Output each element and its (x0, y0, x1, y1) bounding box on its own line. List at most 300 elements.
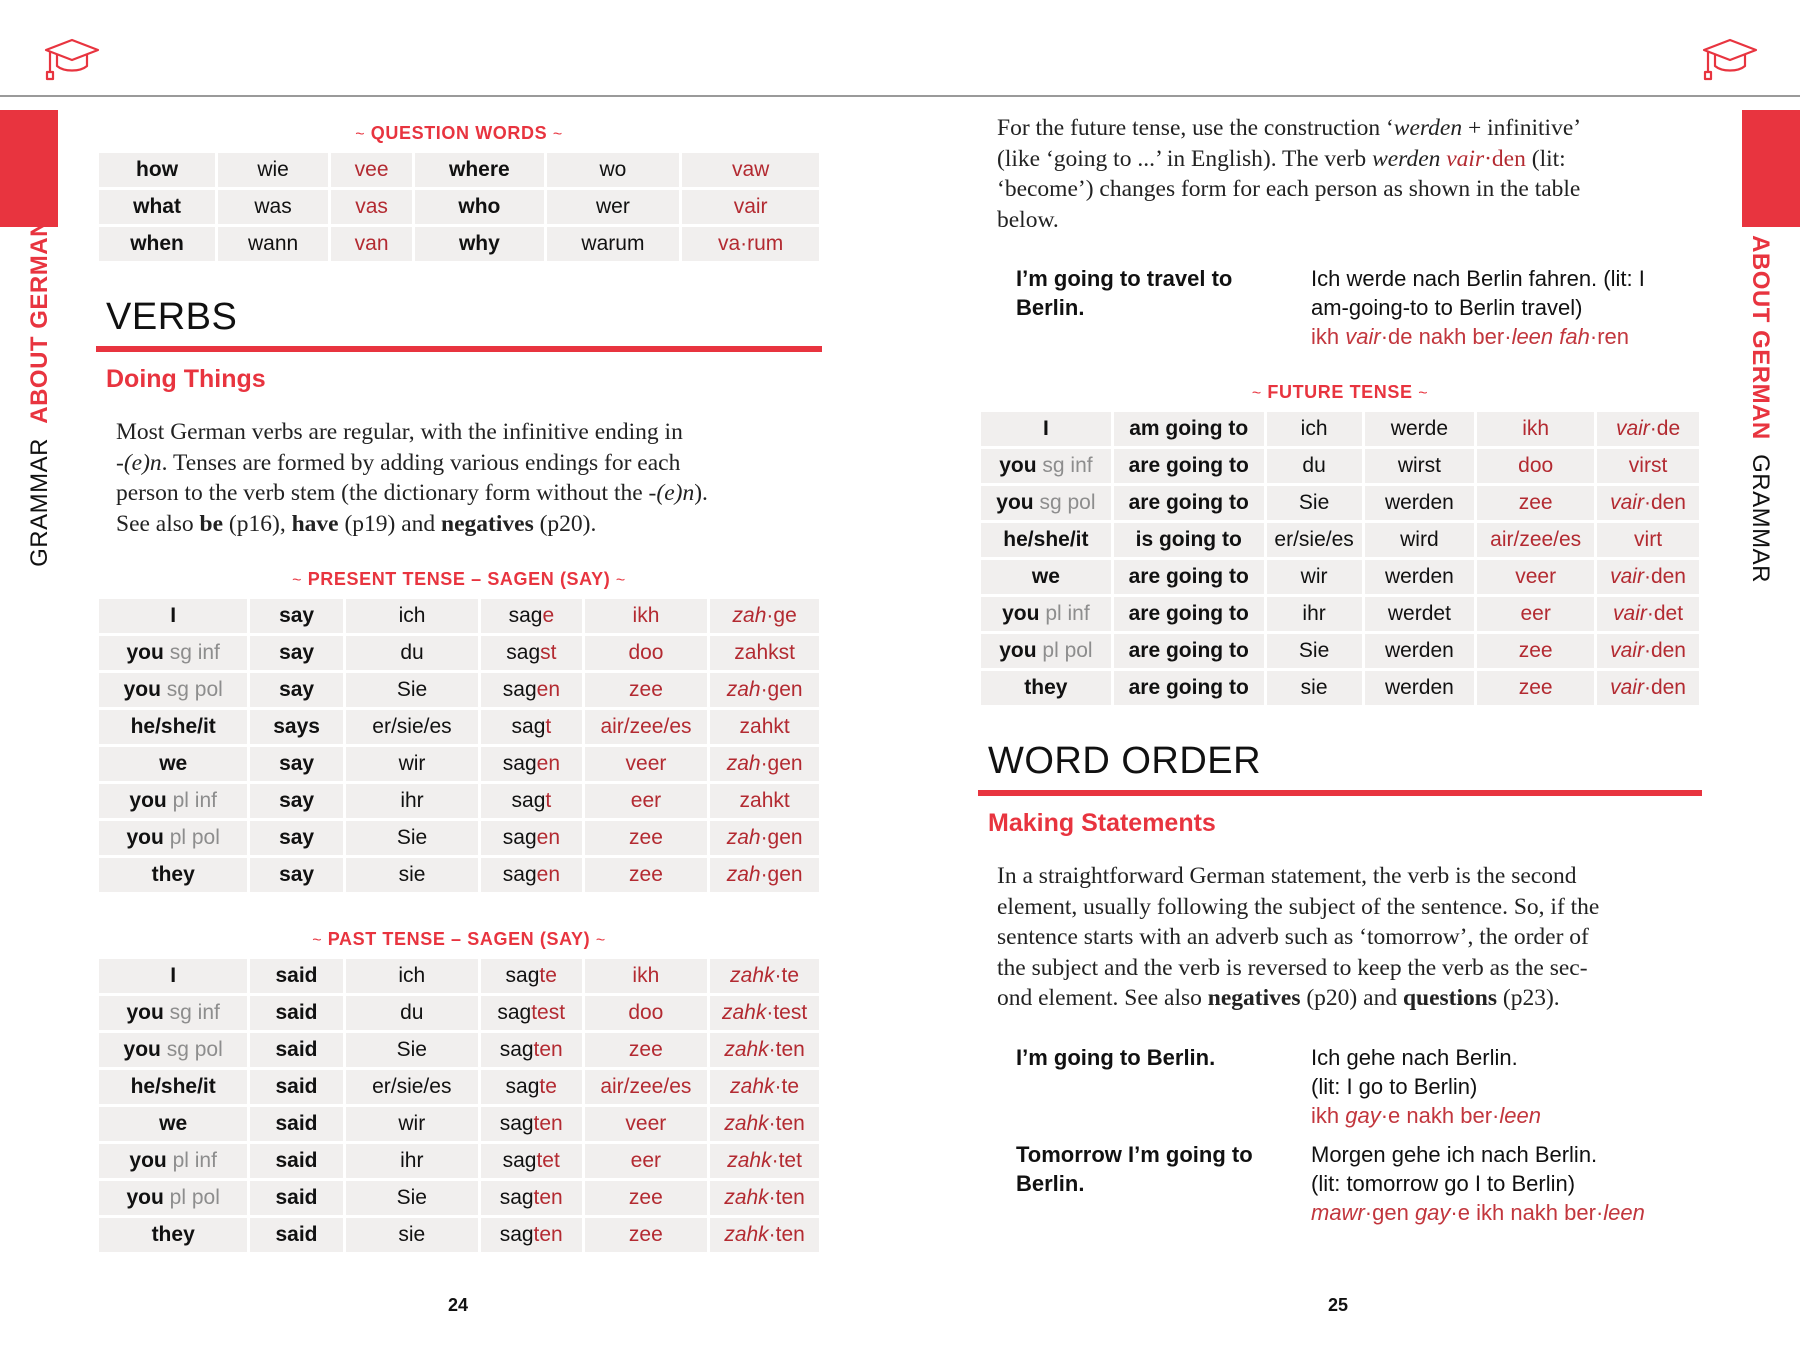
pronoun-text: you (129, 789, 167, 812)
cross-ref-have[interactable]: have (291, 510, 339, 537)
table-row (99, 636, 819, 670)
pronoun-pron (1477, 486, 1594, 520)
pronoun-text: we (159, 752, 188, 775)
cell-text: ·gen (760, 678, 803, 701)
table-row (99, 784, 819, 818)
pronoun-en (99, 1033, 247, 1067)
past-tense-table (96, 956, 822, 1255)
verb-en (250, 636, 342, 670)
text: (p23). (1497, 985, 1560, 1011)
verb-de (481, 996, 582, 1030)
example-english: Tomorrow I’m going to Berlin. (1016, 1142, 1253, 1196)
pronoun-de (346, 1181, 478, 1215)
table-row (99, 747, 819, 781)
pronoun-en (99, 821, 247, 855)
example-german-line: (lit: I go to Berlin) (1311, 1074, 1478, 1099)
cell-text: sie (398, 1223, 426, 1246)
question-words-title-text: QUESTION WORDS (370, 123, 548, 143)
verb-en (250, 599, 342, 633)
pronoun-de (1267, 486, 1362, 520)
question-pron (682, 153, 819, 187)
cell-text: wer (596, 195, 630, 218)
verb-pron (710, 1033, 819, 1067)
text: ·de nakh ber· (1380, 324, 1512, 349)
verb-ending: en (536, 678, 560, 701)
verb-en (1114, 634, 1264, 668)
verb-pron (1597, 597, 1699, 631)
cell-text: ihr (400, 1149, 424, 1172)
cell-text: eer (1520, 602, 1551, 625)
cell-text: doo (628, 641, 664, 664)
cell-text: are going to (1128, 491, 1249, 514)
cell-text: werde (1390, 417, 1448, 440)
table-row (981, 486, 1699, 520)
past-tense-title: ~ PAST TENSE – SAGEN (SAY) ~ (312, 929, 606, 949)
pronoun-text: I (170, 964, 177, 987)
table-row (99, 1033, 819, 1067)
pronoun-de (1267, 412, 1362, 446)
cell-text: ·den (1643, 565, 1686, 588)
present-tense-title: ~ PRESENT TENSE – SAGEN (SAY) ~ (292, 569, 626, 589)
cell-text: zee (629, 826, 663, 849)
text: (p16), (223, 510, 292, 537)
pronoun-pron (585, 996, 708, 1030)
pronoun-text: you (123, 678, 161, 701)
example-german (1311, 1140, 1711, 1227)
table-row (981, 597, 1699, 631)
verbs-paragraph (116, 417, 836, 539)
pronoun-qualifier: pl pol (169, 826, 220, 849)
verb-stem: sag (502, 1149, 537, 1172)
cell-text: wir (1300, 565, 1328, 588)
cell-text: air/zee/es (600, 1075, 692, 1098)
verb-ending: en (536, 826, 560, 849)
question-en (415, 227, 544, 261)
text: ). (694, 480, 708, 506)
pronoun-en (981, 597, 1111, 631)
cell-text: werden (1384, 565, 1454, 588)
verb-ending: t (545, 715, 552, 738)
pronoun-en (99, 996, 247, 1030)
pronoun-qualifier: pl inf (1045, 602, 1090, 625)
cell-text: what (133, 195, 181, 218)
verb-ending: t (545, 789, 552, 812)
verb-de (1365, 560, 1475, 594)
pronoun-de (346, 1144, 478, 1178)
verb-en (250, 710, 342, 744)
verb-pron (710, 959, 819, 993)
future-tense-title-text: FUTURE TENSE (1267, 382, 1413, 402)
pronoun-en (981, 449, 1111, 483)
cell-text: va·rum (717, 232, 784, 255)
table-row (981, 560, 1699, 594)
cell-text: Sie (396, 1038, 427, 1061)
pronoun-de (1267, 449, 1362, 483)
table-row (981, 634, 1699, 668)
table-row (99, 1218, 819, 1252)
cross-ref-negatives[interactable]: negatives (441, 510, 534, 537)
word-order-subheading: Making Statements (988, 809, 1216, 837)
cell-text: ·ge (766, 604, 797, 627)
cell-text: said (275, 1001, 318, 1024)
verb-de (481, 821, 581, 855)
example-german (1311, 264, 1711, 351)
cell-text: say (279, 863, 315, 886)
pronoun-de (346, 821, 478, 855)
pronoun-pron (585, 1033, 708, 1067)
pronoun-de (346, 996, 478, 1030)
verb-en (250, 821, 342, 855)
verb-stem: sag (505, 1075, 540, 1098)
cell-text: wo (599, 158, 627, 181)
cell-text: is going to (1135, 528, 1242, 551)
page-number-left: 24 (448, 1295, 469, 1315)
pronoun-pron (585, 784, 708, 818)
text: + infinitive’ (1462, 115, 1582, 141)
pronoun-text: I (170, 604, 177, 627)
pronoun-en (99, 636, 247, 670)
text: (p20). (533, 510, 597, 537)
stress: zahk (730, 1075, 775, 1098)
future-tense-title: ~ FUTURE TENSE ~ (1251, 382, 1429, 402)
verb-stem: sag (499, 1038, 534, 1061)
pronoun-en (99, 747, 247, 781)
cell-text: ·te (774, 964, 800, 987)
pronoun-en (981, 634, 1111, 668)
cell-text: ich (398, 964, 426, 987)
verb-stem: sag (506, 641, 541, 664)
table-row (99, 1181, 819, 1215)
side-tab-grammar: GRAMMAR (26, 438, 53, 567)
verb-pron (710, 996, 819, 1030)
verb-de (481, 1181, 582, 1215)
verb-en (250, 1218, 342, 1252)
pronoun-en (99, 599, 247, 633)
pronoun-de (1267, 634, 1362, 668)
verbs-subheading: Doing Things (106, 365, 266, 393)
word-order-line (997, 983, 1717, 1014)
verb-de (1365, 412, 1475, 446)
future-intro-line: ‘become’) changes form for each person as shown in the table (997, 176, 1581, 202)
table-row (99, 996, 819, 1030)
verb-ending: e (542, 604, 555, 627)
example-german-line: Ich werde nach Berlin fahren. (lit: I (1311, 266, 1645, 291)
pronoun-pron (585, 1107, 708, 1141)
pronoun-pron (1477, 412, 1594, 446)
suffix-term: -(e)n (116, 449, 162, 476)
pronoun-text: they (151, 863, 195, 886)
pronoun-pron (585, 636, 708, 670)
verbs-paragraph-line (116, 478, 836, 509)
question-words-title: ~ QUESTION WORDS ~ (355, 123, 563, 143)
verb-de (481, 1070, 582, 1104)
cross-ref-negatives[interactable]: negatives (1207, 985, 1301, 1011)
verb-en (1114, 412, 1264, 446)
cell-text: say (279, 678, 315, 701)
pronoun-de (346, 710, 478, 744)
verb-stem: sag (497, 1001, 532, 1024)
cell-text: doo (628, 1001, 664, 1024)
pronoun-pron (1477, 671, 1594, 705)
stress: zahk (730, 964, 775, 987)
stress: vair (1610, 565, 1644, 588)
pronoun-text: they (151, 1223, 195, 1246)
cell-text: wie (257, 158, 289, 181)
cell-text: sie (398, 863, 426, 886)
stress: leen (1511, 324, 1554, 349)
verb-stem: sag (499, 1223, 534, 1246)
table-row (99, 190, 819, 224)
pronoun-en (981, 412, 1111, 446)
cell-text: ihr (1302, 602, 1326, 625)
cell-text: when (130, 232, 184, 255)
past-tense-title-text: PAST TENSE – SAGEN (SAY) (327, 929, 591, 949)
verb-ending: st (540, 641, 557, 664)
verb-en (250, 747, 342, 781)
cell-text: wird (1400, 528, 1439, 551)
word-order-heading-rule (978, 790, 1702, 796)
verb-pron (1597, 449, 1699, 483)
cell-text: why (458, 232, 500, 255)
pronoun-de (346, 1218, 478, 1252)
verb-stem: sag (511, 715, 546, 738)
verb-ending: te (539, 964, 557, 987)
table-row (99, 227, 819, 261)
verb-en (250, 1107, 342, 1141)
future-intro-line (997, 113, 1717, 144)
cell-text: zee (1518, 639, 1553, 662)
pronoun-pron (585, 1181, 708, 1215)
pronoun-qualifier: sg pol (1039, 491, 1096, 514)
cell-text: zahkt (739, 789, 790, 812)
table-row (99, 599, 819, 633)
term-werden: werden (1372, 145, 1441, 172)
verb-ending: en (536, 752, 560, 775)
verb-pron (710, 784, 819, 818)
pronoun-text: you (126, 826, 164, 849)
verb-de (481, 1033, 582, 1067)
pronoun-text: you (126, 641, 164, 664)
verb-en (250, 959, 342, 993)
pronoun-text: you (1002, 602, 1040, 625)
cell-text: ·den (1643, 676, 1686, 699)
cell-text: ikh (1522, 417, 1550, 440)
cell-text: say (279, 826, 315, 849)
verb-de (481, 858, 581, 892)
word-order-line: the subject and the verb is reversed to keep the verb as the sec- (997, 954, 1588, 981)
verb-en (1114, 523, 1264, 557)
stress: zah (726, 863, 761, 886)
pronoun-pron (585, 821, 708, 855)
stress: zah (732, 604, 767, 627)
verb-en (1114, 597, 1264, 631)
cell-text: say (279, 604, 315, 627)
table-row (99, 673, 819, 707)
text: ·e nakh ber· (1380, 1103, 1500, 1128)
verb-pron (710, 1181, 819, 1215)
cell-text: ·gen (760, 863, 803, 886)
pronoun-qualifier: pl pol (169, 1186, 220, 1209)
side-tab-about: ABOUT GERMAN (26, 219, 53, 424)
verb-ending: ten (533, 1038, 563, 1061)
suffix-term: -(e)n (648, 480, 695, 506)
cell-text: am going to (1129, 417, 1249, 440)
cell-text: eer (630, 789, 662, 812)
pronoun-en (99, 673, 247, 707)
pronunciation (1446, 146, 1526, 172)
cell-text: wirst (1397, 454, 1441, 477)
cell-text: wann (247, 232, 299, 255)
stress: vair (1610, 676, 1644, 699)
pronoun-en (981, 671, 1111, 705)
verb-de (1365, 523, 1475, 557)
pronoun-de (346, 1107, 478, 1141)
table-row (981, 671, 1699, 705)
pronoun-de (346, 599, 478, 633)
cell-text: where (449, 158, 510, 181)
verb-de (481, 599, 581, 633)
question-de (218, 190, 328, 224)
verb-stem: sag (502, 863, 537, 886)
pronoun-qualifier: sg inf (169, 641, 220, 664)
pronoun-en (99, 784, 247, 818)
cell-text: are going to (1128, 639, 1249, 662)
text: . Tenses are formed by adding various endings for each (161, 449, 681, 476)
cell-text: eer (630, 1149, 662, 1172)
page-right (900, 0, 1800, 1355)
table-row (99, 858, 819, 892)
cell-text: veer (625, 1112, 667, 1135)
pronoun-text: we (159, 1112, 188, 1135)
pronoun-text: we (1031, 565, 1060, 588)
stress: zahk (727, 1149, 772, 1172)
cell-text: wir (398, 752, 426, 775)
cell-text: ihr (400, 789, 424, 812)
cell-text: zee (628, 1223, 663, 1246)
example-german-line: Ich gehe nach Berlin. (1311, 1045, 1518, 1070)
stress: vair (1345, 324, 1381, 349)
stress: zahk (724, 1223, 769, 1246)
pronoun-de (1267, 560, 1362, 594)
verb-pron (710, 1218, 819, 1252)
pronoun-pron (585, 747, 708, 781)
cross-ref-be[interactable]: be (199, 510, 224, 537)
question-en (99, 227, 215, 261)
stress: vair (1446, 145, 1485, 172)
pronoun-text: you (129, 1149, 167, 1172)
text: (lit: (1525, 145, 1566, 172)
cell-text: sie (1300, 676, 1328, 699)
cell-text: werdet (1387, 602, 1451, 625)
question-pron (331, 153, 412, 187)
cell-text: ·ten (768, 1186, 805, 1209)
cell-text: ·test (766, 1001, 808, 1024)
pronoun-en (99, 959, 247, 993)
verb-de (1365, 449, 1475, 483)
question-en (415, 153, 544, 187)
stress: vair (1615, 417, 1650, 440)
future-intro-paragraph (997, 113, 1717, 235)
verb-de (481, 1107, 582, 1141)
pronoun-pron (585, 599, 708, 633)
cell-text: ·ten (768, 1038, 805, 1061)
verb-de (1365, 671, 1475, 705)
pronoun-de (346, 784, 478, 818)
verb-ending: te (539, 1075, 557, 1098)
cell-text: say (279, 752, 315, 775)
cell-text: air/zee/es (1490, 528, 1582, 551)
word-order-line: sentence starts with an adverb such as ‘tomorrow’, the order of (997, 924, 1589, 950)
pronoun-text: you (126, 1186, 164, 1209)
cell-text: was (254, 195, 292, 218)
pronoun-text: you (123, 1038, 161, 1061)
table-row (99, 153, 819, 187)
question-en (99, 190, 215, 224)
verbs-heading: VERBS (106, 296, 238, 338)
word-order-line: element, usually following the subject of the sentence. So, if the (997, 893, 1600, 920)
pronoun-text: you (996, 491, 1034, 514)
pronoun-de (346, 959, 478, 993)
cell-text: vee (354, 158, 389, 181)
cell-text: du (400, 641, 424, 664)
text: ·gen (1364, 1200, 1415, 1225)
verb-pron (1597, 634, 1699, 668)
verb-en (250, 1033, 342, 1067)
example-pronunciation (1311, 1198, 1711, 1227)
cell-text: er/sie/es (372, 1075, 452, 1098)
present-tense-table (96, 596, 822, 895)
pronoun-text: you (999, 639, 1037, 662)
stress: fah (1559, 324, 1590, 349)
term-werden: werden (1393, 115, 1463, 141)
verb-pron (710, 673, 819, 707)
verb-pron (1597, 486, 1699, 520)
stress: mawr (1311, 1200, 1365, 1225)
cell-text: ikh (632, 604, 660, 627)
cross-ref-questions[interactable]: questions (1402, 985, 1497, 1011)
cell-text: said (275, 1149, 318, 1172)
verb-en (250, 784, 342, 818)
text: ·ren (1589, 324, 1629, 349)
cell-text: ich (1300, 417, 1328, 440)
pronoun-pron (585, 673, 708, 707)
verb-de (1365, 634, 1475, 668)
pronoun-en (99, 1218, 247, 1252)
cell-text: ·tet (771, 1149, 802, 1172)
example-english: I’m going to Berlin. (1016, 1045, 1216, 1070)
table-row (981, 412, 1699, 446)
verbs-paragraph-line: Most German verbs are regular, with the infinitive ending in (116, 419, 683, 445)
verb-pron (710, 1070, 819, 1104)
text: ikh (1311, 1103, 1346, 1128)
cell-text: ich (398, 604, 426, 627)
example-german-line: Morgen gehe ich nach Berlin. (1311, 1142, 1598, 1167)
verb-de (481, 959, 582, 993)
example-german (1311, 1043, 1711, 1130)
verb-en (250, 1070, 342, 1104)
cell-text: ·den (1643, 639, 1686, 662)
pronoun-de (346, 1033, 478, 1067)
text: (like ‘going to ...’ in English). The verb (997, 145, 1373, 172)
verbs-paragraph-line (116, 448, 836, 479)
verb-pron (710, 599, 819, 633)
stress: vair (1610, 491, 1644, 514)
stress: zah (726, 826, 761, 849)
pronoun-pron (1477, 449, 1594, 483)
verb-pron (710, 636, 819, 670)
cell-text: er/sie/es (1274, 528, 1354, 551)
cell-text: ikh (632, 964, 660, 987)
